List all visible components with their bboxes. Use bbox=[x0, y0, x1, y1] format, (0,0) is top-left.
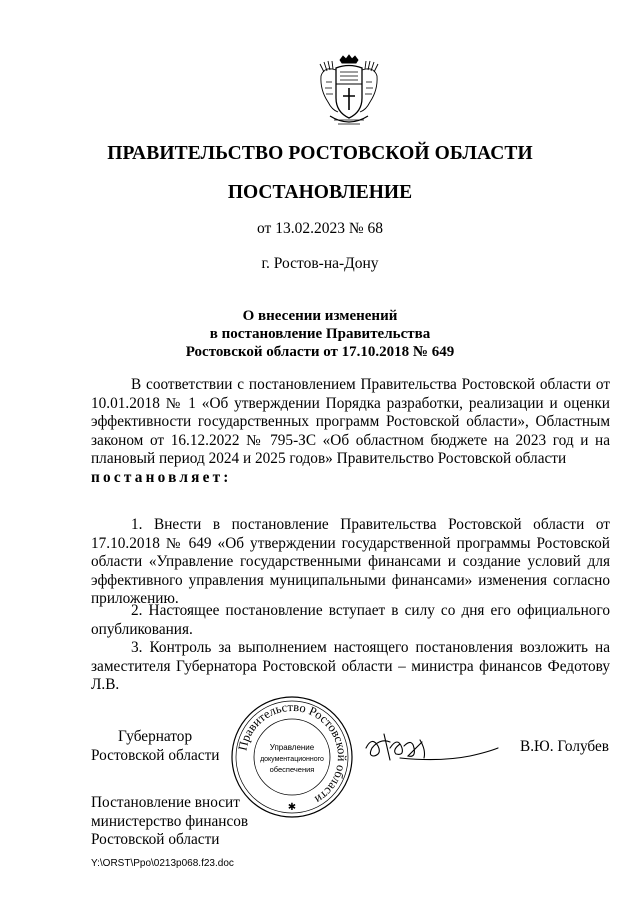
item-2-text: 2. Настоящее постановление вступает в силу со дня его официального опубликования. bbox=[91, 602, 610, 638]
subject-line: О внесении изменений bbox=[242, 308, 398, 324]
prepared-by bbox=[91, 794, 248, 850]
prepared-by-line: Постановление вносит bbox=[91, 794, 240, 811]
seal-center-line: обеспечения bbox=[269, 765, 315, 774]
seal-center-line: документационного bbox=[260, 756, 324, 763]
seal-ring-text: Правительство Ростовской области bbox=[235, 699, 350, 807]
signatory-title bbox=[91, 728, 219, 765]
signatory-title-line: Губернатор bbox=[118, 728, 193, 745]
preamble-paragraph bbox=[91, 376, 610, 487]
file-path-footer: Y:\ORST\Ppo\0213p068.f23.doc bbox=[91, 858, 234, 869]
document-subject bbox=[0, 307, 640, 361]
seal-center-line: Управление bbox=[269, 743, 315, 752]
government-title: ПРАВИТЕЛЬСТВО РОСТОВСКОЙ ОБЛАСТИ bbox=[107, 143, 533, 164]
preamble-text: В соответствии с постановлением Правительства Ростовской области от 10.01.2018 № 1 «Об утверждении Порядка разработки, реализации и оценки эффективности государственных программ Ростовской области», Областным законом от 16.12.2022 № 795-ЗС «Об областном бюджете на 2023 год и на плановый период 2024 и 2025 годов» Правительство Ростовской области bbox=[91, 376, 610, 467]
item-1-text: 1. Внести в постановление Правительства Ростовской области от 17.10.2018 № 649 «Об утверждении государственной программы Ростовской области «Управление государственными финансами и создание условий для эффективного управления муниципальными финансами» изменения согласно приложению. bbox=[91, 516, 610, 607]
prepared-by-line: министерство финансов bbox=[91, 812, 249, 830]
item-3-text: 3. Контроль за выполнением настоящего постановления возложить на заместителя Губернатора Ростовской области – министра финансов Федотову Л.В. bbox=[91, 639, 610, 693]
signatory-name: В.Ю. Голубев bbox=[520, 738, 610, 755]
subject-line: в постановление Правительства bbox=[209, 326, 431, 342]
seal-star-icon: ✱ bbox=[287, 802, 297, 813]
document-city: г. Ростов-на-Дону bbox=[261, 255, 379, 272]
item-3-paragraph bbox=[91, 639, 610, 695]
coat-of-arms-emblem bbox=[316, 54, 382, 130]
subject-line: Ростовской области от 17.10.2018 № 649 bbox=[185, 344, 455, 360]
item-2-paragraph bbox=[91, 602, 610, 639]
resolves-word: постановляет: bbox=[91, 468, 232, 486]
document-date-number: от 13.02.2023 № 68 bbox=[257, 220, 383, 237]
item-1-paragraph bbox=[91, 516, 610, 609]
prepared-by-line: Ростовской области bbox=[91, 831, 220, 848]
handwritten-signature bbox=[360, 718, 505, 770]
document-type: ПОСТАНОВЛЕНИЕ bbox=[227, 182, 413, 203]
signatory-title-line: Ростовской области bbox=[91, 746, 220, 764]
